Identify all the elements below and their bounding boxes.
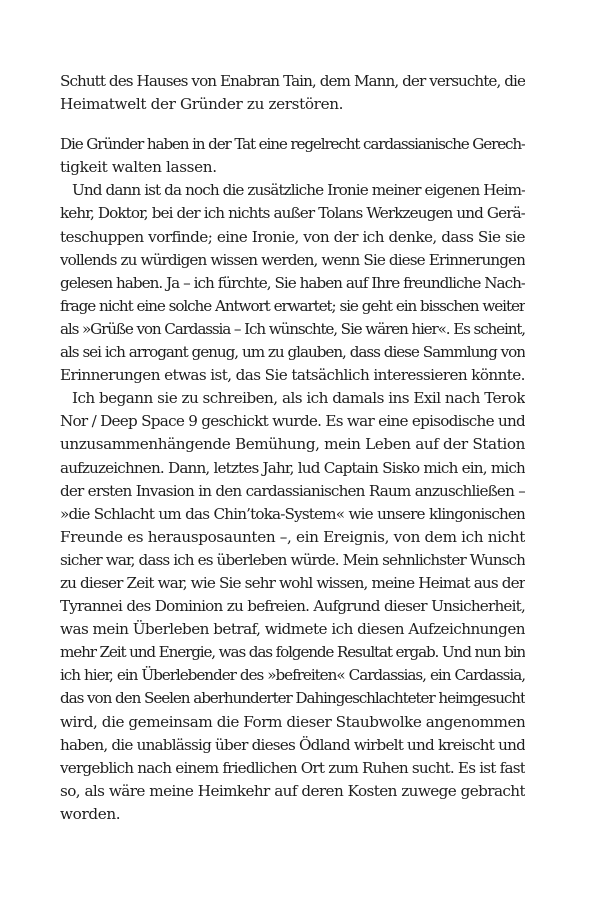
text-line: tigkeit walten lassen.: [60, 158, 217, 177]
text-line: vergeblich nach einem friedlichen Ort zum Ruhen sucht. Es ist fast: [60, 758, 525, 777]
text-line: ich hier, ein Überlebender des »befreiten« Cardassias, ein Cardassia,: [60, 666, 525, 685]
paragraph: [60, 387, 525, 826]
text-line: haben, die unablässig über dieses Ödland wirbelt und kreischt und: [60, 735, 525, 754]
paragraph: [60, 70, 525, 116]
text-line: frage nicht eine solche Antwort erwartet; sie geht ein bisschen weiter: [60, 296, 525, 315]
text-line: kehr, Doktor, bei der ich nichts außer Tolans Werkzeugen und Gerä-: [60, 204, 525, 223]
text-line: Ich begann sie zu schreiben, als ich damals ins Exil nach Terok: [72, 389, 525, 408]
text-line: so, als wäre meine Heimkehr auf deren Kosten zuwege gebracht: [60, 781, 525, 800]
text-line: mehr Zeit und Energie, was das folgende Resultat ergab. Und nun bin: [60, 643, 525, 662]
text-line: vollends zu würdigen wissen werden, wenn Sie diese Erinnerungen: [60, 250, 525, 269]
text-line: »die Schlacht um das Chin’toka-System« wie unsere klingonischen: [60, 504, 525, 523]
text-line: Schutt des Hauses von Enabran Tain, dem Mann, der versuchte, die: [60, 72, 525, 90]
text-line: als »Grüße von Cardassia – Ich wünschte, Sie wären hier«. Es scheint,: [60, 319, 525, 338]
text-line: Freunde es herausposaunten –, ein Ereignis, von dem ich nicht: [60, 527, 525, 546]
text-line: was mein Überleben betraf, widmete ich diesen Aufzeichnungen: [60, 620, 525, 639]
text-line: worden.: [60, 804, 121, 823]
text-line: aufzuzeichnen. Dann, letztes Jahr, lud Captain Sisko mich ein, mich: [60, 458, 525, 477]
text-line: Erinnerungen etwas ist, das Sie tatsächlich interessieren könnte.: [60, 366, 525, 385]
paragraph: [60, 179, 525, 387]
text-line: Tyrannei des Dominion zu befreien. Aufgrund dieser Unsicherheit,: [60, 597, 525, 616]
text-line: teschuppen vorfinde; eine Ironie, von der ich denke, dass Sie sie: [60, 227, 525, 246]
body-text: [60, 70, 525, 826]
text-line: Heimatwelt der Gründer zu zerstören.: [60, 95, 344, 114]
text-line: das von den Seelen aberhunderter Dahingeschlachteter heimgesucht: [60, 689, 525, 708]
text-line: sicher war, dass ich es überleben würde. Mein sehnlichster Wunsch: [60, 550, 525, 569]
text-line: wird, die gemeinsam die Form dieser Staubwolke angenommen: [60, 712, 525, 731]
paragraph: [60, 133, 525, 179]
text-line: Die Gründer haben in der Tat eine regelrecht cardassianische Gerech-: [60, 135, 525, 154]
text-line: zu dieser Zeit war, wie Sie sehr wohl wissen, meine Heimat aus der: [60, 573, 525, 592]
text-line: Nor / Deep Space 9 geschickt wurde. Es war eine episodische und: [60, 412, 525, 431]
text-line: unzusammenhängende Bemühung, mein Leben auf der Station: [60, 435, 525, 454]
text-line: als sei ich arrogant genug, um zu glauben, dass diese Sammlung von: [60, 343, 525, 362]
text-line: gelesen haben. Ja – ich fürchte, Sie haben auf Ihre freundliche Nach-: [60, 273, 525, 292]
text-line: der ersten Invasion in den cardassianischen Raum anzuschließen –: [60, 481, 525, 500]
paragraph-gap: [60, 116, 525, 133]
text-line: Und dann ist da noch die zusätzliche Ironie meiner eigenen Heim-: [72, 181, 525, 200]
